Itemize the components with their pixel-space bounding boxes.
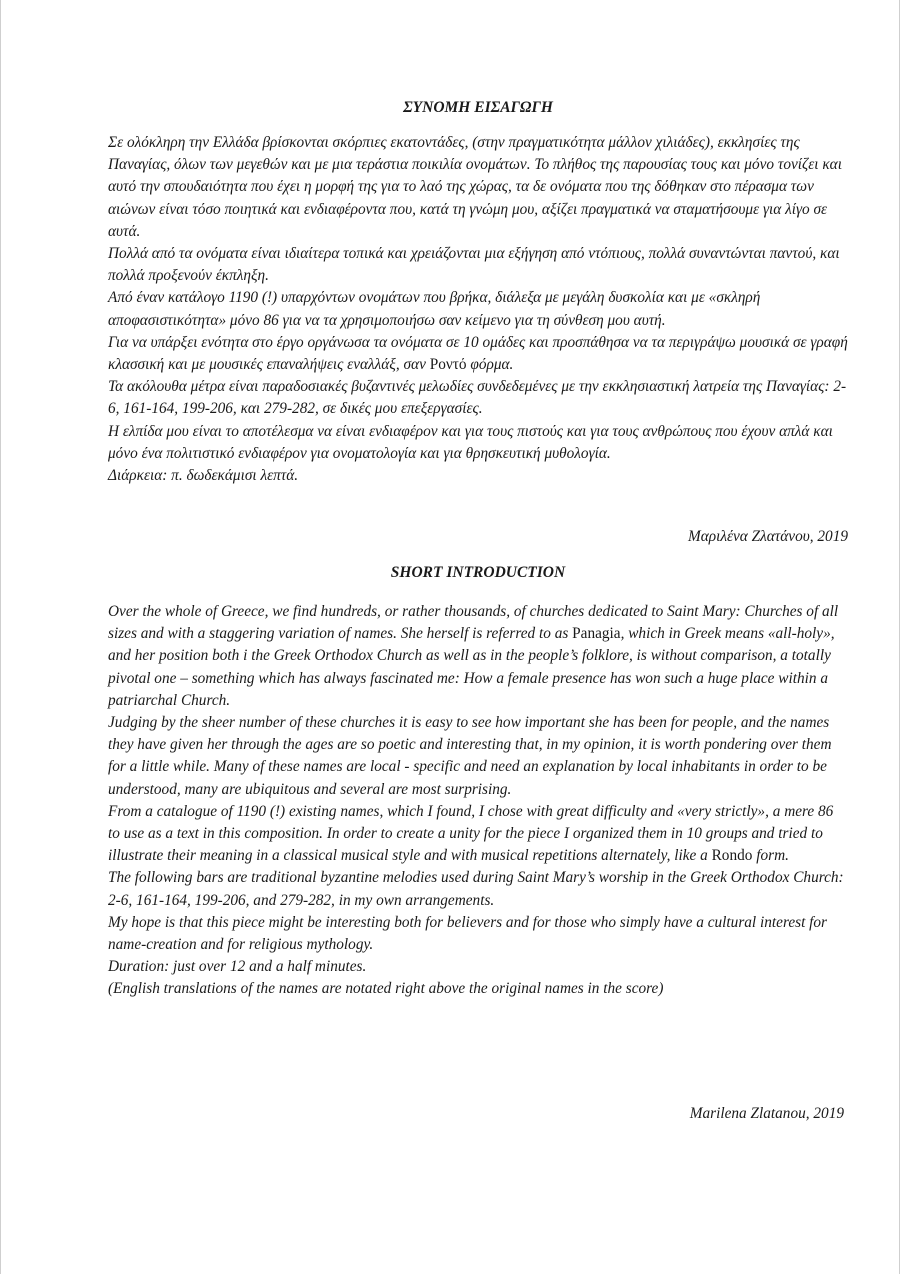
panagia-word: Panagia	[572, 625, 621, 643]
greek-duration: Διάρκεια: π. δωδεκάμισι λεπτά.	[108, 467, 299, 485]
english-title: SHORT INTRODUCTION	[390, 564, 566, 581]
english-paragraph-4: The following bars are traditional byzantine melodies used during Saint Mary’s worship in the Greek Orthodox Church: 2-6, 161-164, 199-206, and 279-282, in my own arrangements.	[108, 869, 844, 909]
english-introduction	[108, 563, 848, 1001]
english-paragraph-1	[108, 601, 848, 712]
greek-body	[108, 132, 848, 487]
english-paragraph-3	[108, 801, 848, 868]
english-paragraph-5: My hope is that this piece might be interesting both for believers and for those who simply have a cultural interest for name-creation and for religious mythology.	[108, 913, 827, 954]
english-paragraph-1-b: , which in Greek means «all-holy», and her position both i the Greek Orthodox Church as well as in the people’s folklore, is without comparison, a totally pivotal one – something which has always fascinated me: How a female presence has won such a huge place within a patriarchal Church.	[108, 625, 835, 709]
greek-paragraph-2: Πολλά από τα ονόματα είναι ιδιαίτερα τοπικά και χρειάζονται μια εξήγηση από ντόπιους, πολλά συναντώνται παντού, και πολλά προξενούν έκπληξη.	[108, 245, 840, 285]
english-translation-note: (English translations of the names are notated right above the original names in the score)	[108, 980, 664, 998]
english-paragraph-2: Judging by the sheer number of these churches it is easy to see how important she has been for people, and the names they have given her through the ages are so poetic and interesting that, in my opinion, it is worth pondering over them for a little while. Many of these names are local - specific and need an explanation by local inhabitants in order to be understood, many are ubiquitous and several are most surprising.	[108, 714, 832, 798]
greek-paragraph-4	[108, 332, 848, 376]
greek-paragraph-5: Τα ακόλουθα μέτρα είναι παραδοσιακές βυζαντινές μελωδίες συνδεδεμένες με την εκκλησιαστική λατρεία της Παναγίας: 2-6, 161-164, 199-206, και 279-282, σε δικές μου επεξεργασίες.	[108, 378, 847, 418]
english-duration: Duration: just over 12 and a half minutes.	[108, 958, 367, 976]
english-paragraph-3-b: form.	[752, 847, 789, 865]
english-signature: Marilena Zlatanou, 2019	[689, 1105, 844, 1122]
greek-signature: Μαριλένα Ζλατάνου, 2019	[687, 528, 848, 545]
greek-paragraph-1: Σε ολόκληρη την Ελλάδα βρίσκονται σκόρπιες εκατοντάδες, (στην πραγματικότητα μάλλον χιλιάδες), εκκλησίες της Παναγίας, όλων των μεγεθών και με μια τεράστια ποικιλία ονομάτων. Το πλήθος της παρουσίας τους και μόνο τονίζει και αυτό την σπουδαιότητα που έχει η μορφή της για το λαό της χώρας, τα δε ονόματα που της δόθηκαν στο πέρασμα των αιώνων είναι τόσο ποιητικά και ενδιαφέροντα που, κατά τη γνώμη μου, αξίζει πραγματικά να σταματήσουμε για λίγο σε αυτά.	[108, 134, 842, 240]
greek-rondo-word: Ροντό	[429, 356, 467, 374]
english-paragraph-1-a: Over the whole of Greece, we find hundreds, or rather thousands, of churches dedicated to Saint Mary: Churches of all sizes and with a staggering variation of names. She herself is referred to as	[108, 603, 839, 643]
greek-paragraph-6: Η ελπίδα μου είναι το αποτέλεσμα να είναι ενδιαφέρον και για τους πιστούς και για τους ανθρώπους που έχουν απλά και μόνο ένα πολιτιστικό ενδιαφέρον για ονοματολογία και για θρησκευτική μυθολογία.	[108, 422, 833, 462]
greek-introduction	[108, 98, 848, 487]
rondo-word: Rondo	[711, 847, 753, 865]
greek-title: ΣΥΝΟΜΗ ΕΙΣΑΓΩΓΗ	[403, 99, 553, 116]
greek-paragraph-3: Από έναν κατάλογο 1190 (!) υπαρχόντων ονομάτων που βρήκα, διάλεξα με μεγάλη δυσκολία και με «σκληρή αποφασιστικότητα» μόνο 86 για να τα χρησιμοποιήσω σαν κείμενο για τη σύνθεση μου αυτή.	[108, 289, 761, 329]
greek-paragraph-4-text: Για να υπάρξει ενότητα στο έργο οργάνωσα τα ονόματα σε 10 ομάδες και προσπάθησα να τα περιγράψω μουσικά σε γραφή κλασσική και με μουσικές επαναλήψεις εναλλάξ, σαν	[108, 333, 848, 374]
english-paragraph-3-a: From a catalogue of 1190 (!) existing names, which I found, I chose with great difficulty and «very strictly», a mere 86 to use as a text in this composition. In order to create a unity for the piece I organized them in 10 groups and tried to illustrate their meaning in a classical musical style and with musical repetitions alternately, like a	[108, 802, 834, 865]
english-body	[108, 601, 848, 1001]
greek-rondo-tail: φόρμα.	[466, 356, 514, 374]
